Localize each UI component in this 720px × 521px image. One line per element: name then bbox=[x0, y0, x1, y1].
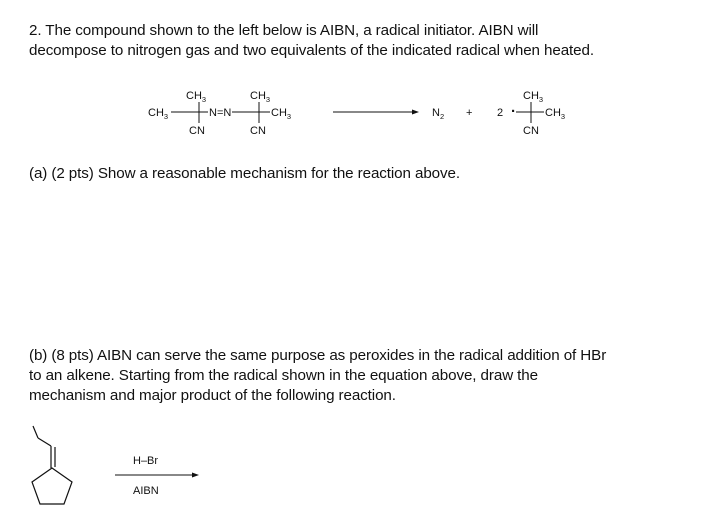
part-b-line-1: (b) (8 pts) AIBN can serve the same purpose as peroxides in the radical addition of HBr bbox=[29, 347, 607, 364]
aibn-cn-right: CN bbox=[250, 125, 266, 137]
reaction-arrow-1 bbox=[333, 110, 419, 115]
alkene-substrate-structure bbox=[32, 426, 72, 504]
aibn-structure bbox=[148, 90, 291, 137]
reaction-arrow-2 bbox=[115, 473, 199, 478]
aibn-ch3-top-left: $CH_3$ bbox=[186, 90, 207, 104]
aibn-ch3-right: $CH_3$ bbox=[271, 107, 292, 121]
aibn-cn-left: CN bbox=[189, 125, 205, 137]
part-b-line-2: to an alkene. Starting from the radical shown in the equation above, draw the bbox=[29, 367, 538, 384]
aibn-ch3-top-right: $CH_3$ bbox=[250, 90, 271, 104]
part-a-text: (a) (2 pts) Show a reasonable mechanism for the reaction above. bbox=[29, 165, 460, 182]
radical-ch3-right: $CH_3$ bbox=[545, 107, 566, 121]
part-b-question bbox=[29, 346, 709, 406]
aibn-azo: N=N bbox=[209, 107, 232, 119]
radical-cn: CN bbox=[523, 125, 539, 137]
reagent-hbr: H–Br bbox=[133, 455, 159, 467]
question-intro-line-2: decompose to nitrogen gas and two equivalents of the indicated radical when heated. bbox=[29, 42, 594, 59]
aibn-ch3-left: $CH_3$ bbox=[148, 107, 169, 121]
radical-dot: · bbox=[511, 103, 516, 120]
coefficient-2: 2 bbox=[497, 107, 504, 119]
plus-sign: + bbox=[466, 107, 473, 119]
products bbox=[432, 90, 565, 137]
product-n2: $N_2$ bbox=[432, 107, 445, 121]
reagent-aibn: AIBN bbox=[133, 485, 159, 497]
question-intro-line-1: 2. The compound shown to the left below is AIBN, a radical initiator. AIBN will bbox=[29, 22, 539, 39]
part-b-line-3: mechanism and major product of the following reaction. bbox=[29, 387, 396, 404]
radical-ch3-top: $CH_3$ bbox=[523, 90, 544, 104]
part-a-question bbox=[29, 164, 709, 184]
